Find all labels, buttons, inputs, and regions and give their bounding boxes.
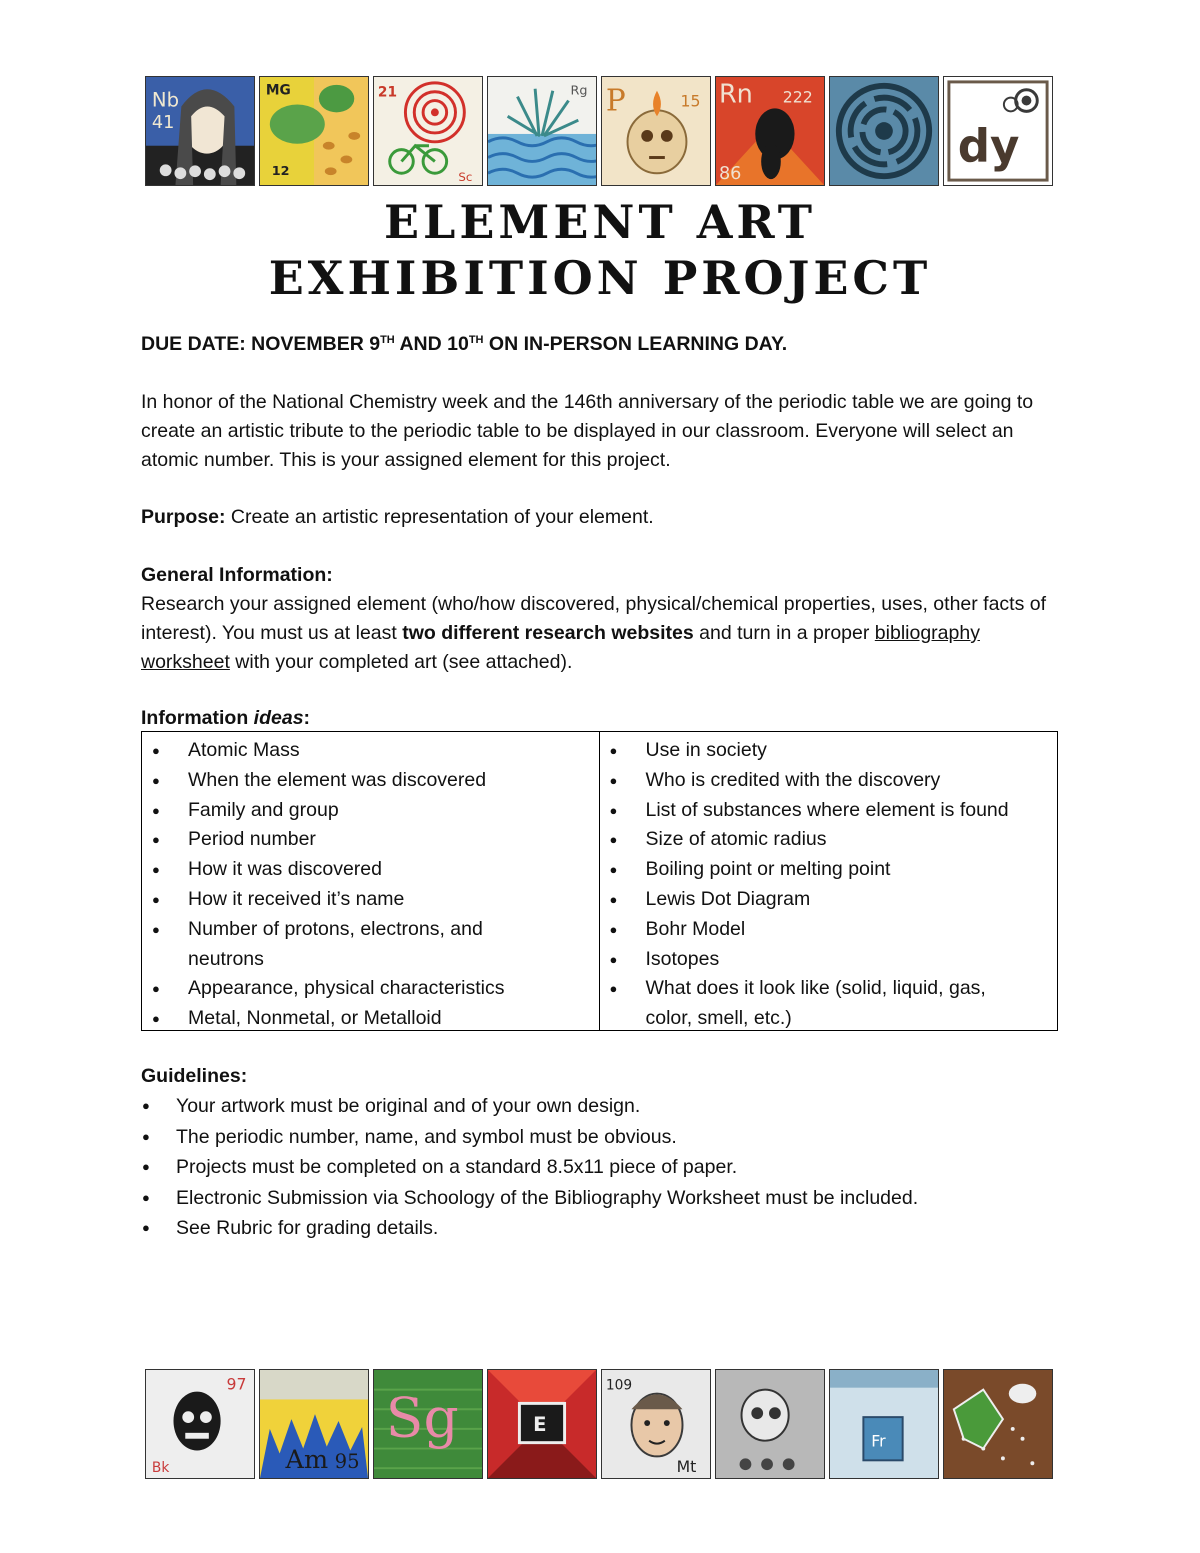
general-text: Research your assigned element (who/how discovered, physical/chemical properties, uses, other facts of interest). You must us at least: [141, 593, 1047, 644]
tile-label: 222: [782, 87, 813, 107]
bibliography-worksheet-link[interactable]: bibliography worksheet: [141, 622, 980, 673]
intro-text: In honor of the National Chemistry week and the 146th anniversary of the periodic table we are going to create an artistic tribute to the periodic table to be displayed in our classroom. Everyone will select an atomic number. This is your assigned element for this project.: [141, 391, 1034, 471]
maze-art-tile: [829, 76, 939, 186]
niobium-art-tile: [145, 76, 255, 186]
tile-label: E: [533, 1412, 547, 1436]
footer-art-strip: [145, 1369, 1053, 1479]
list-item: ● When the element was discovered: [142, 766, 599, 796]
header-art-strip: [145, 76, 1053, 186]
tile-label: Fr: [871, 1431, 886, 1451]
list-item: ● Who is credited with the discovery: [600, 766, 1058, 796]
purpose-text: Create an artistic representation of your element.: [225, 506, 654, 528]
tile-label: Bk: [151, 1460, 170, 1477]
guidelines-section: [141, 1062, 1066, 1244]
list-item: ● Metal, Nonmetal, or Metalloid: [142, 1004, 599, 1034]
page-title-line-2: EXHIBITION PROJECT: [268, 251, 932, 305]
tile-label: Sg: [385, 1385, 459, 1450]
heading-text: ideas: [253, 707, 304, 729]
magnesium-art-tile: [259, 76, 369, 186]
list-item: ● Period number: [142, 825, 599, 855]
intro-paragraph: [141, 388, 1066, 475]
radon-art-tile: [715, 76, 825, 186]
gecko-art-tile: [943, 1369, 1053, 1479]
heading-text: Information: [141, 707, 254, 729]
tile-label: dy: [957, 119, 1020, 173]
francium-art-tile: [829, 1369, 939, 1479]
berkelium-art-tile: [145, 1369, 255, 1479]
tile-label: P: [605, 83, 626, 118]
list-item: ● Use in society: [600, 736, 1058, 766]
ideas-column-right: [600, 732, 1058, 1030]
phosphorus-art-tile: [601, 76, 711, 186]
general-information-heading: General Information:: [141, 564, 333, 586]
guideline-item: ● The periodic number, name, and symbol must be obvious.: [141, 1122, 1066, 1153]
tile-label: 12: [271, 164, 290, 180]
purpose-label: Purpose:: [141, 506, 226, 528]
general-text: with your completed art (see attached).: [229, 651, 573, 673]
information-ideas-heading: [141, 704, 1066, 733]
list-item: ● Family and group: [142, 796, 599, 826]
list-item: ● List of substances where element is found: [600, 796, 1058, 826]
general-information-section: [141, 561, 1066, 677]
americium-art-tile: [259, 1369, 369, 1479]
due-date-text: AND 10: [394, 333, 469, 355]
tile-label: Mt: [676, 1457, 697, 1477]
list-item: ● Number of protons, electrons, and neutrons: [142, 915, 599, 975]
dysprosium-art-tile: [943, 76, 1053, 186]
tile-label: Rn: [718, 79, 753, 110]
guideline-item: ● See Rubric for grading details.: [141, 1213, 1066, 1244]
tile-label: 86: [718, 164, 742, 185]
list-item: ● Isotopes: [600, 945, 1058, 975]
roentgenium-art-tile: [487, 76, 597, 186]
ordinal-suffix: TH: [380, 334, 395, 346]
list-item: ● Appearance, physical characteristics: [142, 974, 599, 1004]
tile-label: Nb: [151, 88, 180, 112]
scandium-art-tile: [373, 76, 483, 186]
due-date: [141, 330, 1066, 359]
list-item: ● Boiling point or melting point: [600, 855, 1058, 885]
ideas-column-left: [142, 732, 600, 1030]
list-item: ● How it was discovered: [142, 855, 599, 885]
page-title-line-1: ELEMENT ART: [383, 195, 817, 249]
tile-label: 15: [680, 91, 701, 111]
meitnerium-art-tile: [601, 1369, 711, 1479]
tile-label: 95: [334, 1450, 360, 1474]
due-date-text: DUE DATE: NOVEMBER 9: [141, 333, 381, 355]
information-ideas-table: [141, 731, 1058, 1031]
list-item: ● Atomic Mass: [142, 736, 599, 766]
tile-label: 97: [226, 1374, 247, 1394]
tile-label: 109: [605, 1377, 633, 1394]
guidelines-heading: Guidelines:: [141, 1065, 248, 1087]
general-text: and turn in a proper: [693, 622, 875, 644]
tile-label: Sc: [458, 170, 473, 185]
guideline-item: ● Electronic Submission via Schoology of the Bibliography Worksheet must be included.: [141, 1183, 1066, 1214]
ordinal-suffix: TH: [468, 334, 484, 346]
guideline-item: ● Your artwork must be original and of your own design.: [141, 1091, 1066, 1122]
skull-art-tile: [715, 1369, 825, 1479]
research-requirement: two different research websites: [402, 622, 694, 644]
tile-label: Rg: [570, 83, 588, 99]
einsteinium-art-tile: [487, 1369, 597, 1479]
heading-text: :: [303, 707, 311, 729]
list-item: ● How it received it’s name: [142, 885, 599, 915]
tile-label: Am: [285, 1445, 329, 1476]
tile-label: 41: [151, 113, 175, 134]
seaborgium-art-tile: [373, 1369, 483, 1479]
list-item: ● Size of atomic radius: [600, 825, 1058, 855]
list-item: ● What does it look like (solid, liquid, gas, color, smell, etc.): [600, 974, 1058, 1034]
purpose-paragraph: [141, 503, 1066, 532]
due-date-text: ON IN-PERSON LEARNING DAY.: [483, 333, 788, 355]
tile-label: 21: [377, 84, 398, 101]
tile-label: MG: [265, 82, 291, 99]
guideline-item: ● Projects must be completed on a standard 8.5x11 piece of paper.: [141, 1152, 1066, 1183]
list-item: ● Lewis Dot Diagram: [600, 885, 1058, 915]
list-item: ● Bohr Model: [600, 915, 1058, 945]
